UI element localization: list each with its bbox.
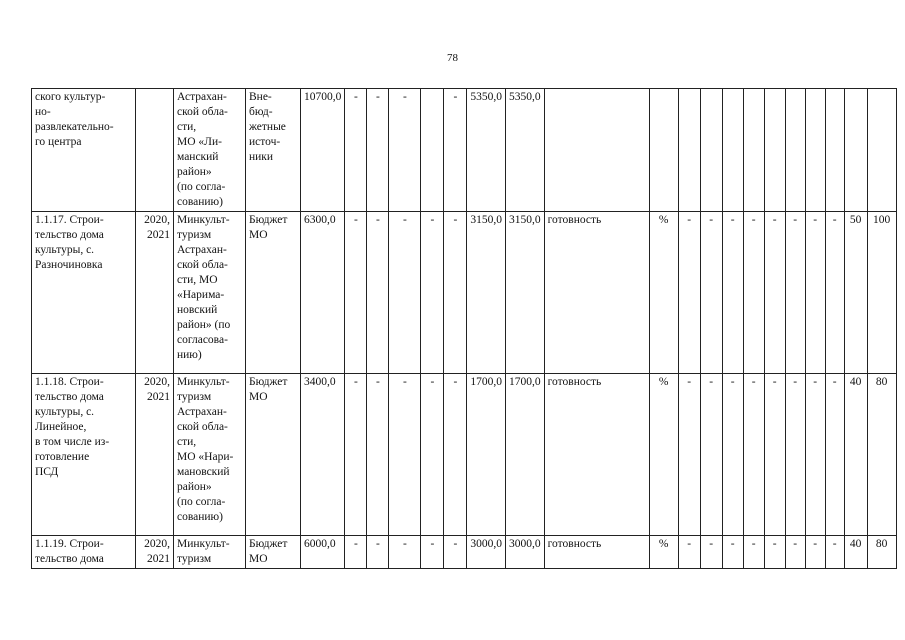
amount-2021-cell: 3000,0: [506, 536, 545, 569]
year-amount-cell: -: [345, 212, 367, 374]
indicator-value-cell: -: [700, 374, 722, 536]
measure-name-cell: ского культур- но- развлекательно- го центра: [32, 89, 136, 212]
indicator-value-cell: -: [678, 212, 700, 374]
year-amount-cell: -: [367, 212, 389, 374]
indicator-value-cell: -: [700, 212, 722, 374]
target-2021-cell: 100: [867, 212, 896, 374]
year-amount-cell: -: [421, 212, 444, 374]
year-amount-cell: -: [367, 374, 389, 536]
amount-2021-cell: 5350,0: [506, 89, 545, 212]
unit-cell: %: [649, 536, 678, 569]
indicator-cell: готовность: [544, 212, 649, 374]
total-amount-cell: 6000,0: [301, 536, 345, 569]
table-row: [32, 212, 897, 374]
year-amount-cell: -: [367, 536, 389, 569]
total-amount-cell: 6300,0: [301, 212, 345, 374]
target-2020-cell: 50: [844, 212, 867, 374]
amount-2020-cell: 3000,0: [467, 536, 506, 569]
indicator-value-cell: [700, 89, 722, 212]
year-amount-cell: -: [444, 374, 467, 536]
table-row: [32, 374, 897, 536]
term-cell: 2020, 2021: [136, 212, 174, 374]
executor-cell: Астрахан- ской обла- сти, МО «Ли- манский район» (по согла- сованию): [174, 89, 246, 212]
amount-2020-cell: 1700,0: [467, 374, 506, 536]
indicator-value-cell: -: [678, 374, 700, 536]
year-amount-cell: -: [389, 374, 421, 536]
indicator-value-cell: -: [722, 536, 743, 569]
indicator-value-cell: -: [764, 212, 785, 374]
indicator-value-cell: -: [743, 374, 764, 536]
indicator-value-cell: -: [805, 374, 825, 536]
amount-2021-cell: 3150,0: [506, 212, 545, 374]
indicator-value-cell: [722, 89, 743, 212]
indicator-value-cell: -: [700, 536, 722, 569]
page-number: 78: [447, 52, 458, 64]
funding-source-cell: Вне- бюд- жетные источ- ники: [246, 89, 301, 212]
year-amount-cell: -: [345, 374, 367, 536]
executor-cell: Минкульт- туризм: [174, 536, 246, 569]
unit-cell: %: [649, 374, 678, 536]
term-cell: 2020, 2021: [136, 374, 174, 536]
indicator-value-cell: [785, 89, 805, 212]
executor-cell: Минкульт- туризм Астрахан- ской обла- сти, МО «Нари- мановский район» (по согла- сованию): [174, 374, 246, 536]
indicator-value-cell: -: [678, 536, 700, 569]
year-amount-cell: -: [389, 212, 421, 374]
indicator-value-cell: [825, 89, 844, 212]
target-2020-cell: 40: [844, 374, 867, 536]
indicator-value-cell: -: [825, 536, 844, 569]
term-cell: [136, 89, 174, 212]
indicator-value-cell: -: [743, 536, 764, 569]
indicator-value-cell: [805, 89, 825, 212]
table-body: [32, 89, 897, 569]
amount-2020-cell: 5350,0: [467, 89, 506, 212]
target-2020-cell: 40: [844, 536, 867, 569]
indicator-value-cell: -: [764, 536, 785, 569]
indicator-cell: [544, 89, 649, 212]
indicator-value-cell: -: [785, 536, 805, 569]
funding-source-cell: Бюджет МО: [246, 374, 301, 536]
indicator-cell: готовность: [544, 374, 649, 536]
amount-2021-cell: 1700,0: [506, 374, 545, 536]
executor-cell: Минкульт- туризм Астрахан- ской обла- сти, МО «Нарима- новский район» (по согласова- нию): [174, 212, 246, 374]
year-amount-cell: -: [444, 89, 467, 212]
indicator-value-cell: [678, 89, 700, 212]
year-amount-cell: -: [367, 89, 389, 212]
indicator-cell: готовность: [544, 536, 649, 569]
year-amount-cell: -: [421, 374, 444, 536]
indicator-value-cell: [743, 89, 764, 212]
amount-2020-cell: 3150,0: [467, 212, 506, 374]
year-amount-cell: -: [389, 536, 421, 569]
year-amount-cell: -: [345, 536, 367, 569]
funding-source-cell: Бюджет МО: [246, 212, 301, 374]
table-row: [32, 536, 897, 569]
target-2021-cell: [867, 89, 896, 212]
unit-cell: %: [649, 212, 678, 374]
year-amount-cell: -: [421, 536, 444, 569]
unit-cell: [649, 89, 678, 212]
indicator-value-cell: -: [805, 212, 825, 374]
program-table: [31, 88, 897, 569]
year-amount-cell: -: [444, 212, 467, 374]
indicator-value-cell: -: [722, 374, 743, 536]
year-amount-cell: [421, 89, 444, 212]
total-amount-cell: 10700,0: [301, 89, 345, 212]
indicator-value-cell: -: [743, 212, 764, 374]
indicator-value-cell: -: [764, 374, 785, 536]
target-2020-cell: [844, 89, 867, 212]
measure-name-cell: 1.1.19. Строи- тельство дома: [32, 536, 136, 569]
target-2021-cell: 80: [867, 374, 896, 536]
total-amount-cell: 3400,0: [301, 374, 345, 536]
measure-name-cell: 1.1.17. Строи- тельство дома культуры, с. Разночиновка: [32, 212, 136, 374]
year-amount-cell: -: [389, 89, 421, 212]
indicator-value-cell: -: [805, 536, 825, 569]
year-amount-cell: -: [444, 536, 467, 569]
indicator-value-cell: -: [785, 374, 805, 536]
target-2021-cell: 80: [867, 536, 896, 569]
funding-source-cell: Бюджет МО: [246, 536, 301, 569]
measure-name-cell: 1.1.18. Строи- тельство дома культуры, с. Линейное, в том числе из- готовление ПСД: [32, 374, 136, 536]
indicator-value-cell: -: [825, 374, 844, 536]
indicator-value-cell: -: [722, 212, 743, 374]
indicator-value-cell: -: [825, 212, 844, 374]
table-row: [32, 89, 897, 212]
indicator-value-cell: -: [785, 212, 805, 374]
term-cell: 2020, 2021: [136, 536, 174, 569]
year-amount-cell: -: [345, 89, 367, 212]
indicator-value-cell: [764, 89, 785, 212]
